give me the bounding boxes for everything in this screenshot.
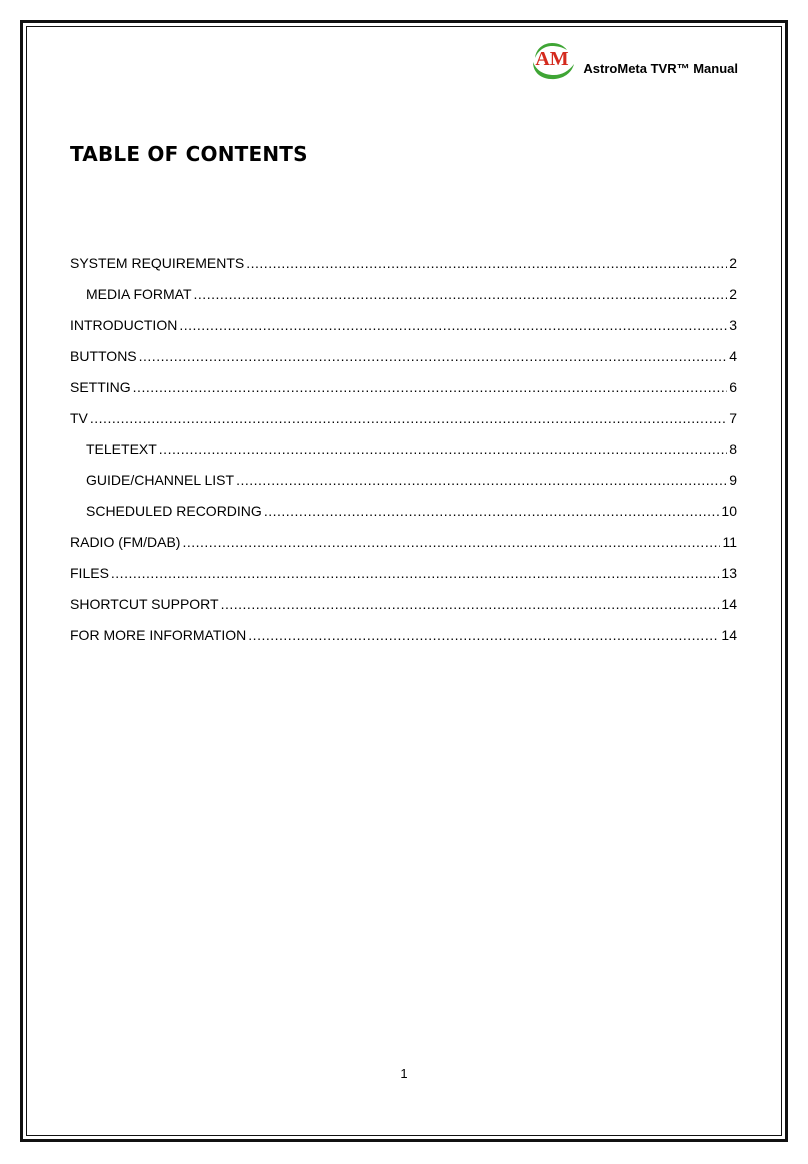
toc-entry-buttons[interactable] — [70, 341, 737, 372]
toc-leader-dots — [90, 403, 727, 434]
toc-entry-shortcut-support[interactable] — [70, 589, 737, 620]
toc-entry-page: 10 — [721, 503, 737, 519]
toc-entry-page: 9 — [729, 472, 737, 488]
toc-leader-dots — [139, 341, 728, 372]
toc-entry-page: 7 — [729, 410, 737, 426]
logo-text: AM — [535, 48, 570, 70]
page-header — [529, 40, 738, 80]
toc-entry-label: TV — [70, 410, 88, 426]
toc-leader-dots — [194, 279, 728, 310]
toc-entry-label: TELETEXT — [86, 441, 157, 457]
toc-leader-dots — [111, 558, 720, 589]
toc-entry-tv[interactable] — [70, 403, 737, 434]
toc-entry-scheduled-recording[interactable] — [70, 496, 737, 527]
toc-entry-page: 2 — [729, 286, 737, 302]
toc-entry-page: 13 — [721, 565, 737, 581]
toc-leader-dots — [248, 620, 719, 651]
toc-leader-dots — [133, 372, 728, 403]
toc-entry-label: GUIDE/CHANNEL LIST — [86, 472, 235, 488]
toc-entry-page: 6 — [729, 379, 737, 395]
toc-entry-label: FOR MORE INFORMATION — [70, 627, 247, 643]
toc-entry-page: 2 — [729, 255, 737, 271]
page-number: 1 — [400, 1066, 408, 1081]
toc-leader-dots — [179, 310, 727, 341]
toc-entry-page: 11 — [722, 534, 737, 550]
toc-entry-system-requirements[interactable] — [70, 248, 737, 279]
toc-entry-label: MEDIA FORMAT — [86, 286, 192, 302]
toc-leader-dots — [264, 496, 720, 527]
toc-entry-label: INTRODUCTION — [70, 317, 178, 333]
toc-entry-media-format[interactable] — [70, 279, 737, 310]
toc-entry-teletext[interactable] — [70, 434, 737, 465]
toc-entry-page: 14 — [721, 596, 737, 612]
toc-leader-dots — [182, 527, 720, 558]
toc-entry-label: SHORTCUT SUPPORT — [70, 596, 219, 612]
toc-entry-label: RADIO (FM/DAB) — [70, 534, 181, 550]
toc-entry-label: SCHEDULED RECORDING — [86, 503, 262, 519]
toc-leader-dots — [236, 465, 727, 496]
toc-entry-label: SYSTEM REQUIREMENTS — [70, 255, 245, 271]
manual-title: AstroMeta TVR™ Manual — [583, 61, 738, 76]
toc-heading: TABLE OF CONTENTS — [70, 142, 308, 166]
toc-entry-for-more-information[interactable] — [70, 620, 737, 651]
toc-entry-label: BUTTONS — [70, 348, 137, 364]
table-of-contents — [70, 248, 737, 651]
toc-entry-files[interactable] — [70, 558, 737, 589]
toc-leader-dots — [246, 248, 727, 279]
astrometa-logo-icon — [529, 40, 575, 80]
toc-leader-dots — [221, 589, 720, 620]
toc-entry-label: FILES — [70, 565, 109, 581]
toc-entry-setting[interactable] — [70, 372, 737, 403]
toc-entry-page: 3 — [729, 317, 737, 333]
toc-entry-radio[interactable] — [70, 527, 737, 558]
toc-leader-dots — [159, 434, 727, 465]
toc-entry-introduction[interactable] — [70, 310, 737, 341]
toc-entry-label: SETTING — [70, 379, 131, 395]
toc-entry-page: 4 — [729, 348, 737, 364]
toc-entry-guide-channel-list[interactable] — [70, 465, 737, 496]
toc-entry-page: 8 — [729, 441, 737, 457]
toc-entry-page: 14 — [721, 627, 737, 643]
